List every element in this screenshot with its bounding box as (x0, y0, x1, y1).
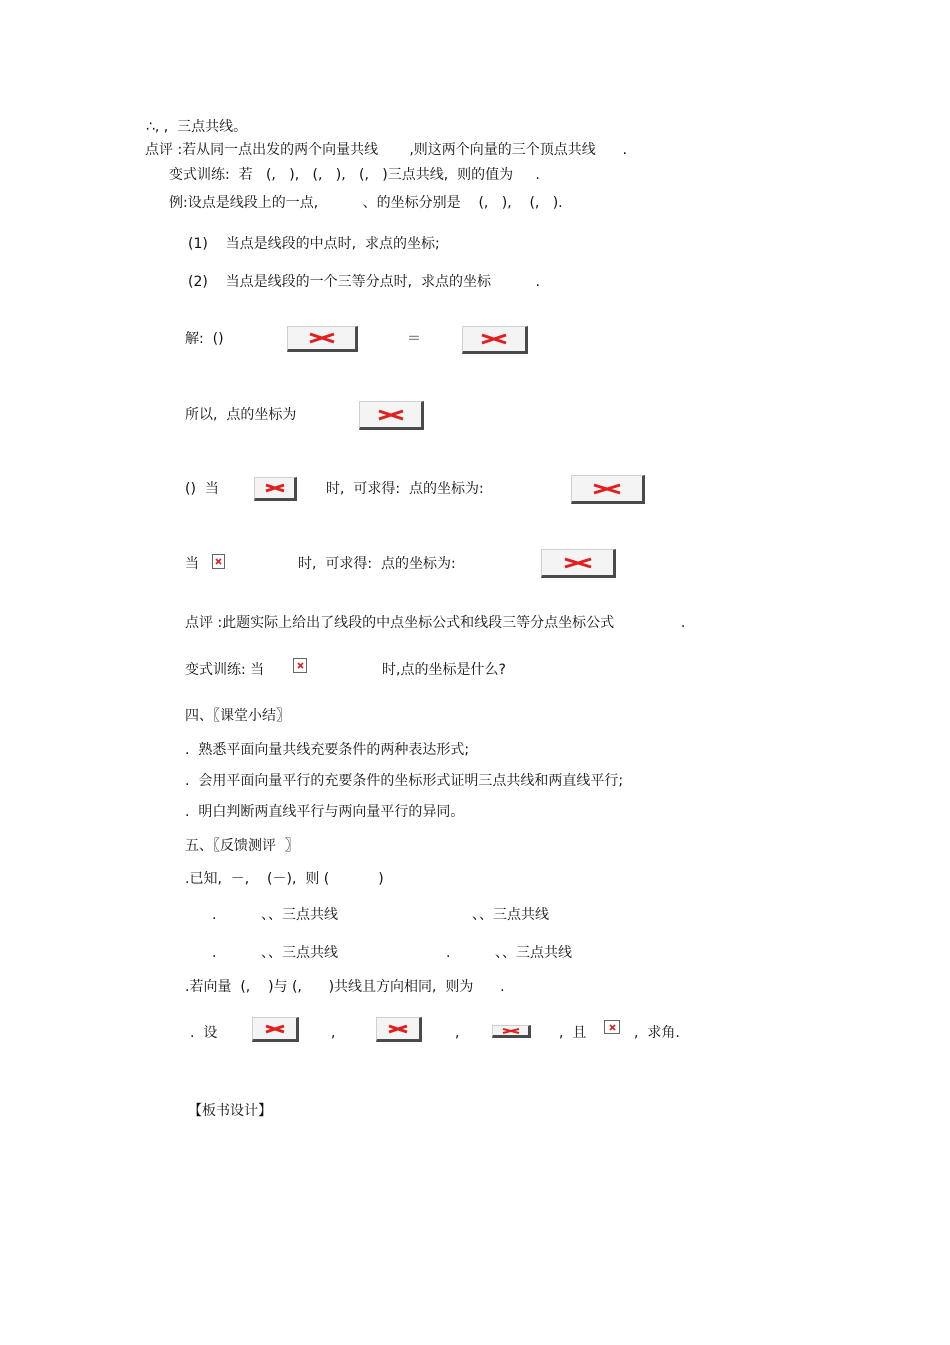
case-when-label: () 当 (185, 481, 219, 497)
formula-image (293, 658, 307, 673)
formula-image (287, 326, 358, 352)
formula-image (541, 549, 616, 578)
case-result-text: 时, 可求得: 点的坐标为: (298, 556, 456, 572)
quiz-question: .若向量 (, )与 (, )共线且方向相同, 则为 . (185, 979, 505, 995)
quiz-option: . 、、三点共线 (212, 945, 338, 961)
red-x-icon (562, 557, 594, 569)
variant-exercise-line: 变式训练: 若 (, ), (, ), (, )三点共线, 则的值为 . (169, 167, 540, 183)
red-x-icon (591, 483, 623, 495)
question-ending: , 求角. (634, 1025, 680, 1041)
red-x-icon (609, 1024, 616, 1031)
red-x-icon (297, 662, 304, 669)
formula-image (492, 1025, 531, 1038)
comment-line: 点评 :若从同一点出发的两个向量共线 ,则这两个向量的三个顶点共线 . (145, 142, 627, 158)
red-x-icon (264, 483, 286, 493)
separator-comma: , (455, 1025, 460, 1041)
quiz-question: .已知, －, (－), 则 ( ) (185, 871, 384, 887)
formula-image (376, 1017, 422, 1042)
separator-comma: , (331, 1025, 336, 1041)
board-design-heading: 【板书设计】 (188, 1103, 272, 1119)
example-line: 例:设点是线段上的一点, 、的坐标分别是 (, ), (, ). (169, 195, 563, 211)
formula-image (604, 1020, 620, 1034)
question-1: (1) 当点是线段的中点时, 求点的坐标; (188, 236, 440, 252)
condition-text: , 且 (559, 1025, 587, 1041)
formula-image (252, 1017, 299, 1042)
summary-item: . 会用平面向量平行的充要条件的坐标形式证明三点共线和两直线平行; (185, 773, 624, 789)
case-result-text: 时, 可求得: 点的坐标为: (326, 481, 484, 497)
formula-image (359, 401, 424, 430)
equals-sign: ＝ (407, 331, 421, 347)
red-x-icon (376, 409, 406, 421)
question-2: (2) 当点是线段的一个三等分点时, 求点的坐标 . (188, 274, 540, 290)
quiz-option: 、、三点共线 (472, 907, 549, 923)
quiz-option: . 、、三点共线 (446, 945, 572, 961)
conclusion-line: ∴, , 三点共线。 (146, 119, 248, 135)
red-x-icon (501, 1028, 521, 1034)
red-x-icon (215, 558, 222, 565)
quiz-question-prefix: . 设 (190, 1025, 218, 1041)
comment-line: 点评 :此题实际上给出了线段的中点坐标公式和线段三等分点坐标公式 . (185, 615, 686, 631)
summary-item: . 熟悉平面向量共线充要条件的两种表达形式; (185, 742, 470, 758)
variant-exercise-label: 变式训练: 当 (185, 662, 265, 678)
red-x-icon (387, 1024, 409, 1034)
formula-image (462, 326, 528, 354)
red-x-icon (479, 333, 509, 345)
formula-image (254, 477, 297, 501)
red-x-icon (264, 1024, 286, 1034)
variant-exercise-question: 时,点的坐标是什么? (382, 662, 506, 678)
section-heading: 五、〖反馈测评 〗 (185, 838, 299, 854)
formula-image (212, 554, 225, 569)
case-when-label: 当 (185, 556, 199, 572)
quiz-option: . 、、三点共线 (212, 907, 338, 923)
formula-image (571, 475, 645, 504)
section-heading: 四、〖课堂小结〗 (185, 708, 290, 724)
solution-label: 解: () (185, 331, 224, 347)
summary-item: . 明白判断两直线平行与两向量平行的异同。 (185, 804, 465, 820)
red-x-icon (307, 332, 337, 344)
coordinate-result-line: 所以, 点的坐标为 (185, 407, 297, 423)
